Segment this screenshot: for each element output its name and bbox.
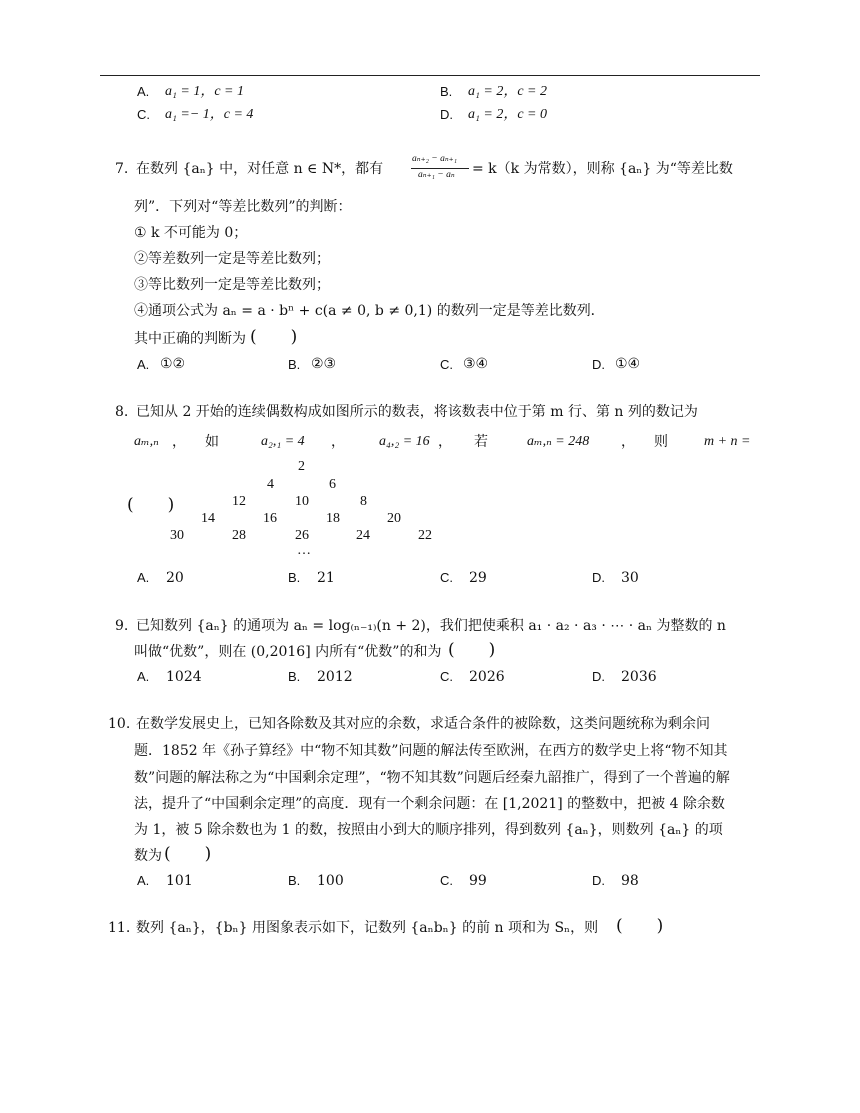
option-label: D. xyxy=(592,669,605,684)
word: 如 xyxy=(205,434,219,450)
math-term: a₂,₁ = 4 xyxy=(261,434,305,449)
math-term: m + n = xyxy=(704,434,751,449)
triangle-cell: 12 xyxy=(232,494,246,509)
question-text: 已知从 2 开始的连续偶数构成如图所示的数表，将该数表中位于第 m 行、第 n 列的数记为 xyxy=(136,404,698,420)
option-label: A. xyxy=(137,669,150,684)
option-text: 2026 xyxy=(469,669,505,685)
option-label: D. xyxy=(592,873,605,888)
triangle-cell: 28 xyxy=(232,528,246,543)
option-text: 29 xyxy=(469,570,487,586)
question-text: 数”问题的解法称之为“中国剩余定理”，“物不知其数”问题后经秦九韶推广，得到了一个普遍的解 xyxy=(134,770,730,786)
option-label: A. xyxy=(137,357,150,372)
option-text: 101 xyxy=(166,873,193,889)
triangle-cell: 24 xyxy=(356,528,370,543)
triangle-cell: 26 xyxy=(295,528,309,543)
option-text: a₁ =− 1，c = 4 xyxy=(165,107,254,122)
punct: ， xyxy=(438,434,452,450)
option-label: B. xyxy=(288,669,301,684)
option-text: 1024 xyxy=(166,669,202,685)
answer-blank: ( ) xyxy=(448,640,496,660)
option-label: D. xyxy=(592,570,605,585)
question-number: 10. xyxy=(108,716,131,732)
triangle-cell: 22 xyxy=(418,528,432,543)
option-text: ②③ xyxy=(311,356,337,372)
answer-blank: ( ) xyxy=(616,916,664,936)
option-text: 30 xyxy=(621,570,639,586)
option-label: C. xyxy=(440,570,453,585)
triangle-cell: 10 xyxy=(295,494,309,509)
math-term: aₘ,ₙ = 248 xyxy=(527,434,590,449)
triangle-cell: 20 xyxy=(387,511,401,526)
question-number: 9. xyxy=(115,618,129,634)
question-text: 叫做“优数”，则在 (0,2016] 内所有“优数”的和为 xyxy=(134,644,442,660)
triangle-cell: 4 xyxy=(267,477,274,492)
option-label: B. xyxy=(440,84,453,99)
triangle-cell: 6 xyxy=(329,477,336,492)
triangle-cell: 18 xyxy=(326,511,340,526)
option-label: A. xyxy=(137,873,150,888)
triangle-ellipsis: … xyxy=(297,543,311,558)
option-text: 20 xyxy=(166,570,184,586)
judgement-item: ②等差数列一定是等差比数列； xyxy=(134,251,330,267)
fraction-bar xyxy=(411,168,469,169)
option-text: 98 xyxy=(621,873,639,889)
header-rule xyxy=(100,75,760,76)
option-label: A. xyxy=(137,84,150,99)
question-text: 为 1，被 5 除余数也为 1 的数，按照由小到大的顺序排列，得到数列 {aₙ}，则数列 {aₙ} 的项 xyxy=(134,822,723,838)
option-text: 21 xyxy=(317,570,335,586)
option-text: 100 xyxy=(317,873,344,889)
triangle-cell: 2 xyxy=(298,459,305,474)
triangle-cell: 8 xyxy=(360,494,367,509)
option-text: 2012 xyxy=(317,669,353,685)
question-text: 数列 {aₙ}，{bₙ} 用图象表示如下，记数列 {aₙbₙ} 的前 n 项和为 Sₙ，则 xyxy=(136,920,599,936)
judgement-item: ③等比数列一定是等差比数列； xyxy=(134,277,330,293)
option-label: C. xyxy=(440,669,453,684)
question-text: 数为 xyxy=(134,848,162,864)
triangle-cell: 30 xyxy=(170,528,184,543)
math-term: aₘ,ₙ xyxy=(134,434,159,449)
question-text: 已知数列 {aₙ} 的通项为 aₙ = log₍ₙ₋₁₎(n + 2)，我们把使乘积 a₁ · a₂ · a₃ · ⋯ · aₙ 为整数的 n xyxy=(136,618,726,634)
answer-blank: ( ) xyxy=(250,327,298,347)
question-text: = k（k 为常数），则称 {aₙ} 为“等差比数 xyxy=(472,161,733,177)
fraction-denominator: aₙ₊₁ − aₙ xyxy=(418,170,455,180)
triangle-cell: 16 xyxy=(263,511,277,526)
option-text: 99 xyxy=(469,873,487,889)
word: 若 xyxy=(474,434,488,450)
option-text: ③④ xyxy=(463,356,489,372)
question-text: 列”．下列对“等差比数列”的判断： xyxy=(134,199,352,215)
option-label: B. xyxy=(288,873,301,888)
punct: ， xyxy=(621,434,635,450)
option-text: a₁ = 1，c = 1 xyxy=(165,84,244,99)
question-number: 7. xyxy=(115,161,129,177)
option-label: A. xyxy=(137,570,150,585)
question-text: 法，提升了“中国剩余定理”的高度．现有一个剩余问题：在 [1,2021] 的整数中，把被 4 除余数 xyxy=(134,796,725,812)
option-label: D. xyxy=(440,107,453,122)
option-label: B. xyxy=(288,357,301,372)
question-number: 11. xyxy=(108,920,131,936)
option-label: C. xyxy=(137,107,150,122)
question-number: 8. xyxy=(115,404,129,420)
option-text: 2036 xyxy=(621,669,657,685)
option-text: ①② xyxy=(160,356,186,372)
answer-blank: ( ) xyxy=(164,844,212,864)
punct: ， xyxy=(331,434,345,450)
judgement-item: ④通项公式为 aₙ = a · bⁿ + c(a ≠ 0, b ≠ 0,1) 的数列一定是等差比数列． xyxy=(134,303,605,319)
option-text: a₁ = 2，c = 0 xyxy=(468,107,547,122)
option-text: ①④ xyxy=(615,356,641,372)
triangle-cell: 14 xyxy=(201,511,215,526)
word: 则 xyxy=(654,434,668,450)
math-term: a₄,₂ = 16 xyxy=(379,434,430,449)
question-prompt: 其中正确的判断为 xyxy=(134,331,246,347)
question-text: 题．1852 年《孙子算经》中“物不知其数”问题的解法传至欧洲，在西方的数学史上将“物不知其 xyxy=(134,743,728,759)
option-label: B. xyxy=(288,570,301,585)
option-text: a₁ = 2，c = 2 xyxy=(468,84,547,99)
option-label: C. xyxy=(440,357,453,372)
punct: ， xyxy=(172,434,186,450)
option-label: D. xyxy=(592,357,605,372)
judgement-item: ① k 不可能为 0； xyxy=(134,225,248,241)
option-label: C. xyxy=(440,873,453,888)
fraction-numerator: aₙ₊₂ − aₙ₊₁ xyxy=(412,154,457,164)
answer-blank: ( ) xyxy=(127,495,175,515)
question-text: 在数列 {aₙ} 中，对任意 n ∈ N*，都有 xyxy=(136,161,384,177)
question-text: 在数学发展史上，已知各除数及其对应的余数，求适合条件的被除数，这类问题统称为剩余问 xyxy=(136,716,710,732)
